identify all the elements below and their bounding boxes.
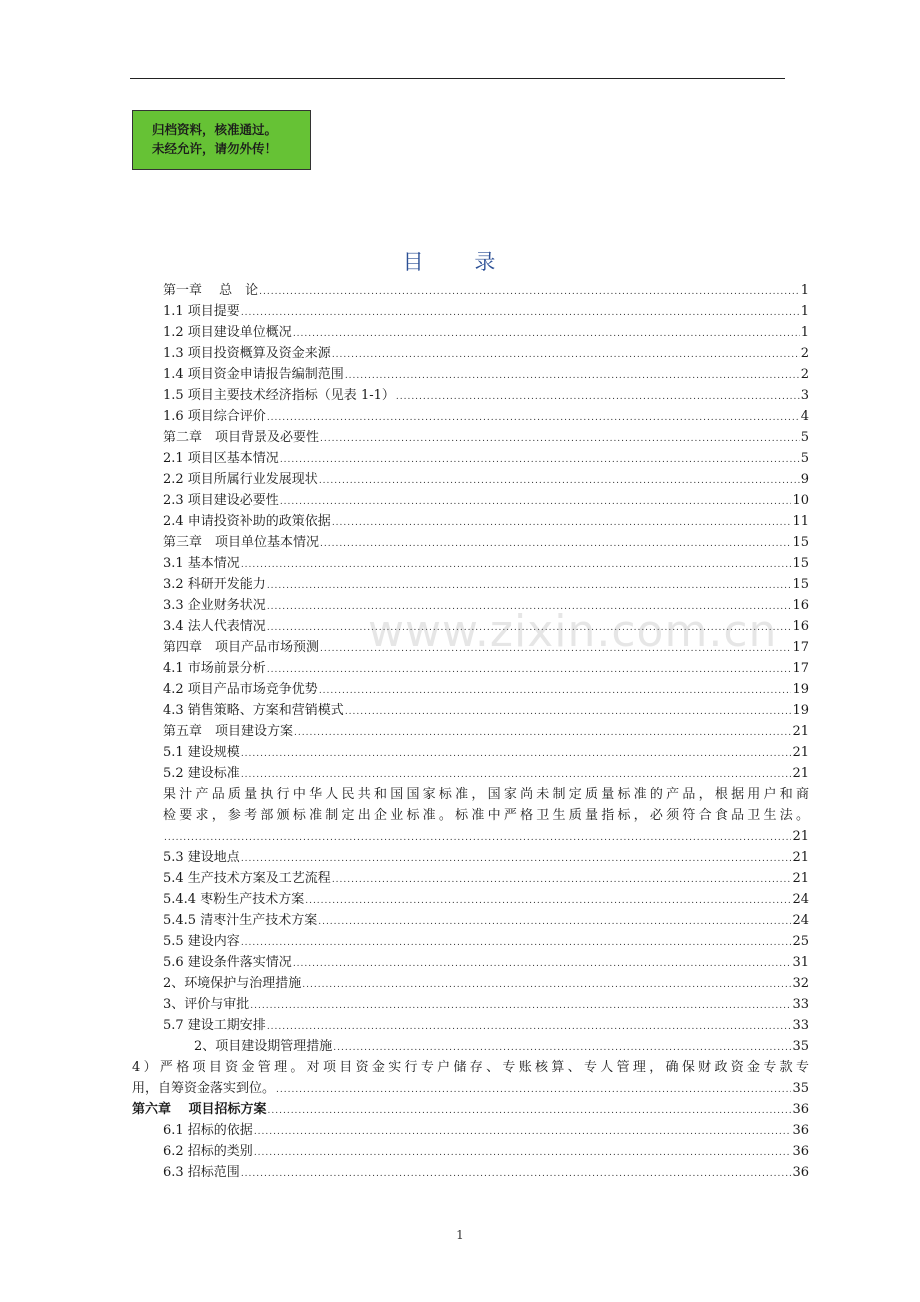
toc-entry-page: 15 [792, 577, 809, 592]
toc-entry-page: 3 [800, 388, 809, 403]
toc-entry-label: 第二章 项目背景及必要性 [163, 430, 320, 445]
toc-entry-page: 21 [792, 766, 809, 781]
toc-leader [268, 1101, 792, 1122]
toc-entry-page: 16 [792, 598, 809, 613]
stamp-line-1: 归档资料，核准通过。 [152, 122, 278, 137]
toc-entry[interactable] [163, 343, 809, 364]
toc-entry[interactable] [163, 994, 809, 1015]
toc-entry[interactable] [163, 889, 809, 910]
toc-entry[interactable] [163, 553, 809, 574]
toc-leader [241, 555, 792, 576]
toc-entry-label: 1.4 项目资金申请报告编制范围 [163, 367, 344, 382]
toc-entry[interactable] [163, 700, 809, 721]
toc-entry-page: 4 [800, 409, 809, 424]
toc-leader [241, 1164, 792, 1185]
toc-leader [396, 387, 800, 408]
toc-entry-label: 3.2 科研开发能力 [163, 577, 266, 592]
toc-leader [333, 1038, 791, 1059]
toc-entry-label: 5.7 建设工期安排 [163, 1018, 266, 1033]
toc-leader [267, 597, 792, 618]
toc-entry[interactable] [163, 385, 809, 406]
toc-entry-page: 2 [800, 346, 809, 361]
toc-title: 目 录 [402, 250, 518, 274]
toc-leader [319, 471, 800, 492]
toc-entry-page: 5 [800, 451, 809, 466]
toc-leader [345, 702, 792, 723]
toc-entry[interactable] [163, 1162, 809, 1183]
toc-entry[interactable] [163, 616, 809, 637]
toc-entry-page: 36 [792, 1123, 809, 1138]
toc-entry-label: 2、环境保护与治理措施 [163, 976, 302, 991]
toc-entry-label: 3.1 基本情况 [163, 556, 240, 571]
toc-entry[interactable] [163, 1141, 809, 1162]
toc-entry-label: 6.2 招标的类别 [163, 1144, 253, 1159]
toc-entry-page: 33 [792, 1018, 809, 1033]
toc-entry[interactable] [163, 1120, 809, 1141]
toc-entry-label: 5.4.5 清枣汁生产技术方案 [163, 913, 318, 928]
toc-entry[interactable] [163, 637, 809, 658]
toc-entry-page: 1 [800, 304, 809, 319]
toc-entry[interactable] [163, 427, 809, 448]
toc-entry[interactable] [163, 679, 809, 700]
toc-entry-page: 19 [792, 703, 809, 718]
toc-entry[interactable] [163, 490, 809, 511]
toc-entry-page: 24 [792, 913, 809, 928]
toc-leader [318, 912, 791, 933]
toc-leader [293, 954, 792, 975]
toc-paragraph-line: 4）严格项目资金管理。对项目资金实行专户储存、专账核算、专人管理，确保财政资金专款专 [132, 1060, 809, 1075]
toc-leader [305, 891, 791, 912]
toc-leader [332, 513, 792, 534]
toc-entry[interactable] [163, 826, 809, 847]
toc-entry[interactable] [132, 1099, 809, 1120]
toc-entry-label: 5.4.4 枣粉生产技术方案 [163, 892, 305, 907]
toc-leader [259, 282, 800, 303]
toc-entry-page: 24 [792, 892, 809, 907]
toc-entry-page: 2 [800, 367, 809, 382]
toc-entry-label: 5.2 建设标准 [163, 766, 240, 781]
toc-entry[interactable] [163, 322, 809, 343]
toc-entry-label: 第六章 项目招标方案 [132, 1102, 267, 1117]
toc-leader [254, 1143, 792, 1164]
toc-entry-label: 5.3 建设地点 [163, 850, 240, 865]
toc-leader [276, 1080, 791, 1101]
toc-entry-page: 32 [792, 976, 809, 991]
toc-entry-page: 36 [792, 1165, 809, 1180]
toc-entry-label: 6.3 招标范围 [163, 1165, 240, 1180]
toc-entry[interactable] [163, 448, 809, 469]
toc-paragraph-line: 果汁产品质量执行中华人民共和国国家标准，国家尚未制定质量标准的产品，根据用户和商 [163, 787, 809, 802]
toc-entry-label: 第五章 项目建设方案 [163, 724, 294, 739]
toc-entry[interactable] [163, 931, 809, 952]
toc-entry-label: 5.6 建设条件落实情况 [163, 955, 292, 970]
toc-leader [280, 450, 800, 471]
toc-entry[interactable] [163, 763, 809, 784]
toc-entry[interactable] [163, 847, 809, 868]
toc-leader [241, 765, 792, 786]
toc-entry[interactable] [163, 574, 809, 595]
toc-leader [294, 723, 791, 744]
toc-entry-page: 5 [800, 430, 809, 445]
toc-entry-page: 15 [792, 535, 809, 550]
toc-entry-page: 11 [792, 514, 809, 529]
toc-entry-page: 9 [800, 472, 809, 487]
toc-entry-page: 36 [792, 1102, 809, 1117]
toc-entry[interactable] [194, 1036, 809, 1057]
toc-entry-label: 第四章 项目产品市场预测 [163, 640, 320, 655]
toc-entry-page: 21 [792, 871, 809, 886]
toc-entry-page: 21 [792, 850, 809, 865]
toc-entry-label: 5.5 建设内容 [163, 934, 240, 949]
toc-leader [280, 492, 792, 513]
toc-entry[interactable] [163, 532, 809, 553]
toc-leader [320, 429, 800, 450]
toc-leader [345, 366, 800, 387]
toc-entry-page: 16 [792, 619, 809, 634]
toc-entry[interactable] [163, 406, 809, 427]
toc-entry-label: 3.3 企业财务状况 [163, 598, 266, 613]
toc-entry-label: 1.1 项目提要 [163, 304, 240, 319]
toc-entry[interactable] [163, 721, 809, 742]
toc-entry[interactable] [132, 1078, 809, 1099]
toc-entry-label: 1.2 项目建设单位概况 [163, 325, 292, 340]
toc-leader [319, 681, 792, 702]
toc-leader [164, 828, 791, 849]
toc-entry-label: 4.3 销售策略、方案和营销模式 [163, 703, 344, 718]
stamp-line-2: 未经允许，请勿外传！ [152, 141, 278, 156]
toc-entry-label: 第三章 项目单位基本情况 [163, 535, 320, 550]
toc-entry[interactable] [163, 868, 809, 889]
toc-entry[interactable] [163, 1015, 809, 1036]
toc-entry-label: 2.1 项目区基本情况 [163, 451, 279, 466]
toc-leader [320, 639, 791, 660]
toc-entry-page: 21 [792, 829, 809, 844]
toc-paragraph-line: 检要求，参考部颁标准制定出企业标准。标准中严格卫生质量指标，必须符合食品卫生法。 [163, 808, 809, 823]
toc-entry-page: 33 [792, 997, 809, 1012]
toc-entry[interactable] [163, 952, 809, 973]
toc-entry[interactable] [163, 469, 809, 490]
toc-entry-label: 2.3 项目建设必要性 [163, 493, 279, 508]
toc-entry-label: 3.4 法人代表情况 [163, 619, 266, 634]
toc-entry-page: 25 [792, 934, 809, 949]
toc-entry-page: 35 [792, 1039, 809, 1054]
toc-leader [254, 1122, 792, 1143]
toc-entry-label: 1.3 项目投资概算及资金来源 [163, 346, 331, 361]
toc-entry[interactable] [163, 910, 809, 931]
toc-entry-page: 1 [800, 325, 809, 340]
archive-stamp [132, 110, 311, 170]
toc-leader [267, 1017, 792, 1038]
toc-leader [302, 975, 791, 996]
toc-entry-page: 19 [792, 682, 809, 697]
toc-entry[interactable] [163, 973, 809, 994]
toc-entry-label: 2.2 项目所属行业发展现状 [163, 472, 318, 487]
toc-entry-label: 1.5 项目主要技术经济指标（见表 1-1） [163, 388, 395, 403]
toc-leader [241, 933, 792, 954]
toc-entry-page: 17 [792, 661, 809, 676]
toc-entry-page: 21 [792, 745, 809, 760]
toc-entry-page: 35 [792, 1081, 809, 1096]
toc-leader [250, 996, 791, 1017]
toc-entry[interactable] [163, 742, 809, 763]
toc-entry-label: 6.1 招标的依据 [163, 1123, 253, 1138]
toc-entry-label: 4.1 市场前景分析 [163, 661, 266, 676]
toc-leader [320, 534, 791, 555]
toc-leader [332, 345, 800, 366]
toc-entry[interactable] [163, 280, 809, 301]
header-rule [130, 78, 785, 79]
toc-entry[interactable] [163, 595, 809, 616]
toc-entry[interactable] [163, 511, 809, 532]
toc-entry-label: 5.4 生产技术方案及工艺流程 [163, 871, 331, 886]
toc-entry-label: 4.2 项目产品市场竞争优势 [163, 682, 318, 697]
toc-entry-page: 21 [792, 724, 809, 739]
toc-entry[interactable] [163, 658, 809, 679]
toc-entry[interactable] [163, 364, 809, 385]
toc-entry-label: 用，自筹资金落实到位。 [132, 1081, 276, 1096]
toc-leader [267, 408, 800, 429]
toc-entry-label: 1.6 项目综合评价 [163, 409, 266, 424]
toc-entry[interactable] [163, 301, 809, 322]
toc-leader [241, 744, 792, 765]
toc-leader [267, 618, 792, 639]
toc-entry-label: 5.1 建设规模 [163, 745, 240, 760]
toc-leader [293, 324, 800, 345]
toc-leader [267, 576, 792, 597]
page-number: 1 [456, 1228, 464, 1242]
toc-entry-page: 1 [800, 283, 809, 298]
toc-leader [332, 870, 792, 891]
toc-leader [267, 660, 792, 681]
toc-leader [241, 849, 792, 870]
watermark: www.zixin.com.cn [368, 606, 778, 657]
toc-entry-page: 31 [792, 955, 809, 970]
toc-entry-label: 2、项目建设期管理措施 [194, 1039, 333, 1054]
toc-entry-page: 17 [792, 640, 809, 655]
toc-entry-page: 10 [792, 493, 809, 508]
toc-entry-label: 2.4 申请投资补助的政策依据 [163, 514, 331, 529]
toc-entry-page: 36 [792, 1144, 809, 1159]
toc-entry-label: 第一章 总 论 [163, 283, 259, 298]
toc-leader [241, 303, 800, 324]
toc-entry-page: 15 [792, 556, 809, 571]
toc-entry-label: 3、评价与审批 [163, 997, 250, 1012]
